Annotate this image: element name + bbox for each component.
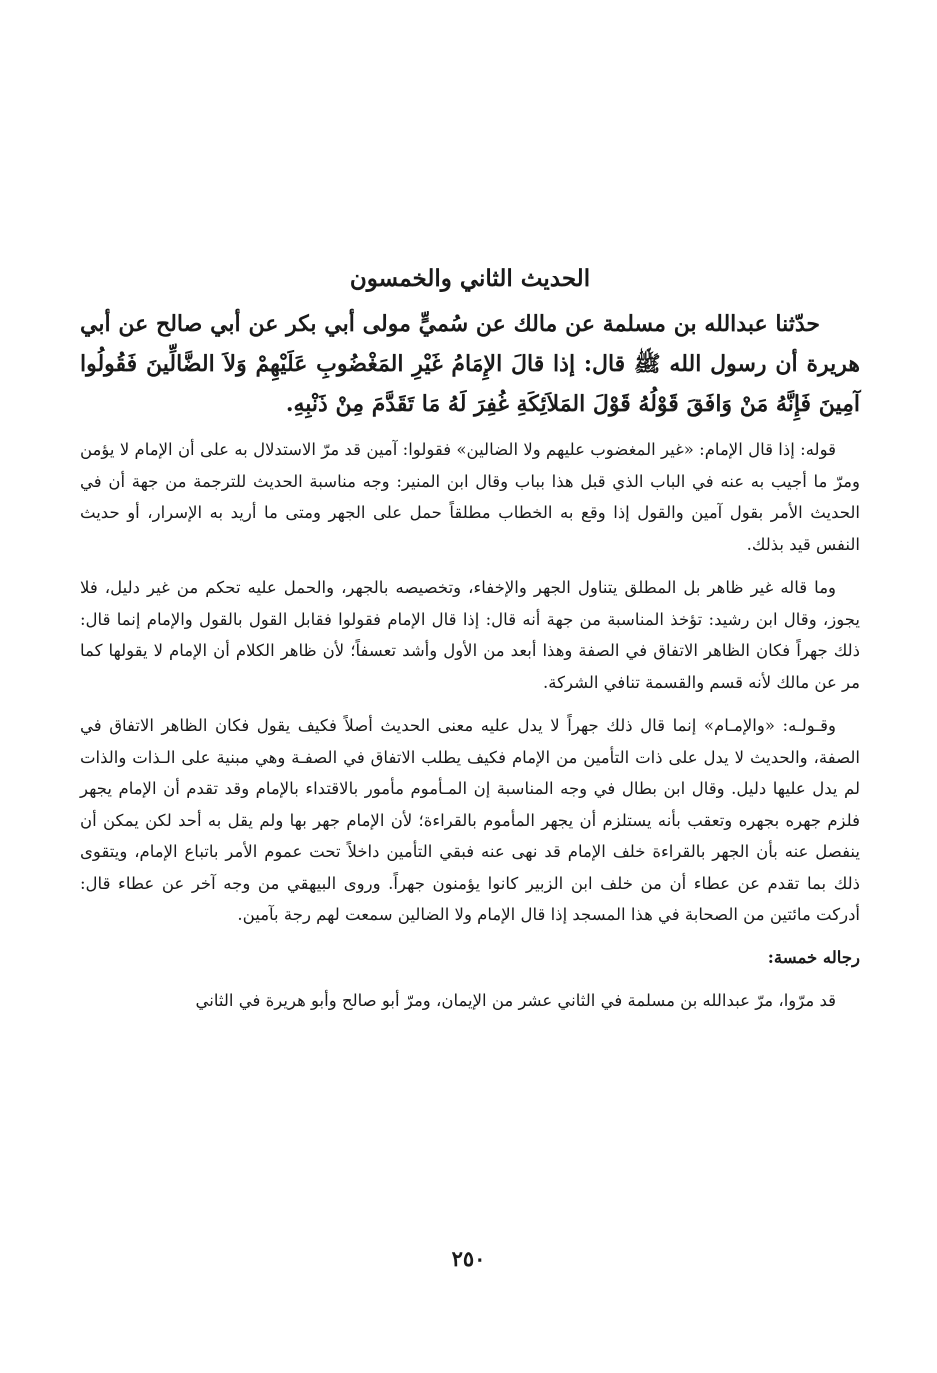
commentary-paragraph-2: وما قاله غير ظاهر بل المطلق يتناول الجهر والإخفاء، وتخصيصه بالجهر، والحمل عليه تحكم من غير دليل، فلا يجوز، وقال ابن رشيد: تؤخذ المناسبة من جهة أنه قال: إذا قال الإمام فقولوا فقابل القول بالقول والإمام إنما قال: ذلك جهراً فكان الظاهر الاتفاق في الصفة وهذا أبعد من الأول وأشد تعسفاً؛ لأن ظاهر الكلام أن الإمام لا يقولها كما مر عن مالك لأنه قسم والقسمة تنافي الشركة. <box>80 578 860 692</box>
hadith-text: حدّثنا عبدالله بن مسلمة عن مالك عن سُميٍّ مولى أبي بكر عن أبي صالح عن أبي هريرة أن رسول الله ﷺ قال: إذا قالَ الإِمَامُ غَيْرِ المَغْضُوبِ عَلَيْهِمْ وَلاَ الضَّالِّينَ فَقُولُوا آمِينَ فَإِنَّهُ مَنْ وَافَقَ قَوْلُهُ قَوْلَ المَلاَئِكَةِ غُفِرَ لَهُ مَا تَقَدَّمَ مِنْ ذَنْبِهِ. <box>80 311 860 417</box>
narrators-text: قد مرّوا، مرّ عبدالله بن مسلمة في الثاني عشر من الإيمان، ومرّ أبو صالح وأبو هريرة في الثاني <box>195 990 836 1010</box>
narrators-heading: رجاله خمسة: <box>767 947 860 967</box>
page-body <box>80 262 860 1016</box>
chapter-title: الحديث الثاني والخمسون <box>349 265 591 292</box>
page-number: ٢٥٠ <box>451 1246 486 1271</box>
commentary-paragraph-3: وقـولـه: «والإمـام» إنما قال ذلك جهراً لا يدل عليه معنى الحديث أصلاً فكيف يقول فكان الظاهر الاتفاق في الصفة، والحديث لا يدل على ذات التأمين من الإمام فكيف يطلب الاتفاق في الصفـة وهي مبنية على الـذات والذات لم يدل عليها دليل. وقال ابن بطال في وجه المناسبة إن المـأموم مأمور بالاقتداء بالإمام وقد تقدم أن الإمام يجهر فلزم جهره بجهره وتعقب بأنه يستلزم أن يجهر المأموم بالقراءة؛ لأن الإمام جهر بها ولم يقل به أحد لكن يمكن أن ينفصل عنه بأن الجهر بالقراءة خلف الإمام قد نهى عنه فبقي التأمين داخلاً تحت عموم الأمر باتباع الإمام، ويتقوى ذلك بما تقدم عن عطاء أن من خلف ابن الزبير كانوا يؤمنون جهراً. وروى البيهقي من وجه آخر عن عطاء قال: أدركت مائتين من الصحابة في هذا المسجد إذا قال الإمام ولا الضالين سمعت لهم رجة بآمين. <box>80 716 860 924</box>
commentary-paragraph-1: قوله: إذا قال الإمام: «غير المغضوب عليهم ولا الضالين» فقولوا: آمين قد مرّ الاستدلال به على أن الإمام لا يؤمن ومرّ ما أجيب به عنه في الباب الذي قبل هذا بباب وقال ابن المنير: وجه مناسبة الحديث للترجمة من جهة أن في الحديث الأمر بقول آمين والقول إذا وقع به الخطاب مطلقاً حمل على الجهر ومتى ما أريد به الإسرار، أو حديث النفس قيد بذلك. <box>80 440 860 554</box>
